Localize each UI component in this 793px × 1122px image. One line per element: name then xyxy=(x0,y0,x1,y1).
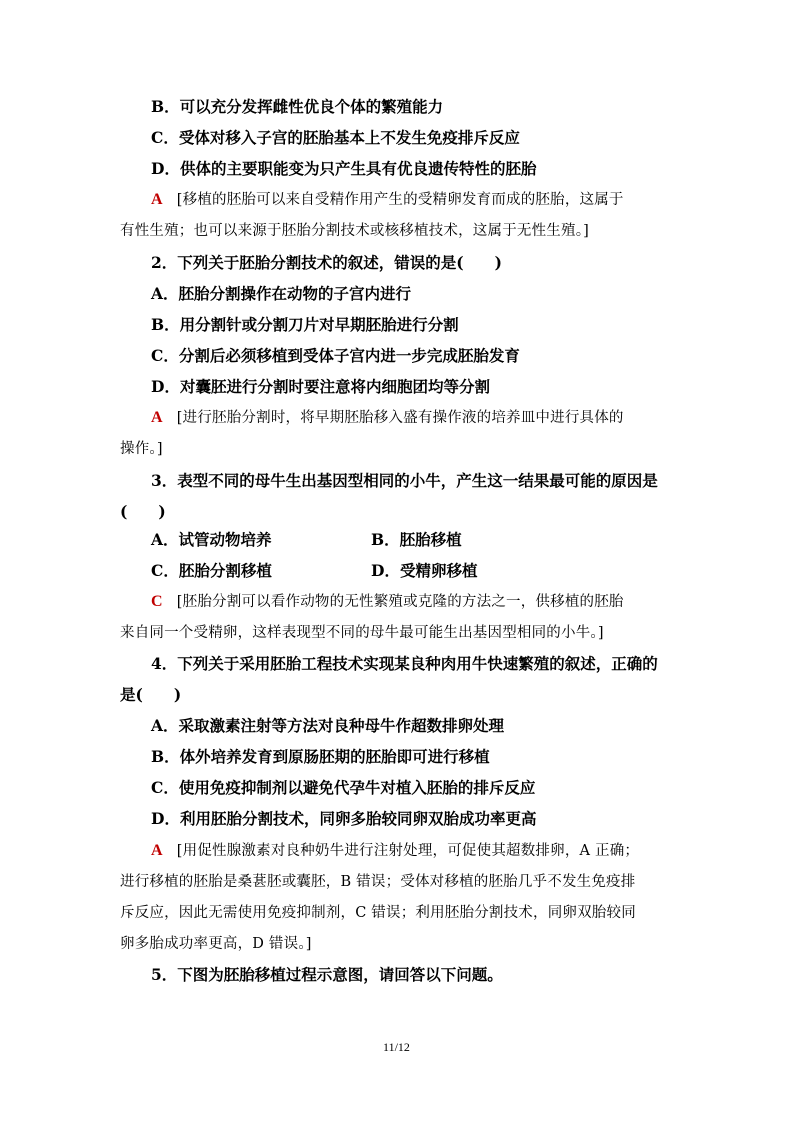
q2-answer-text-1: [进行胚胎分割时，将早期胚胎移入盛有操作液的培养皿中进行具体的 xyxy=(176,410,624,426)
q2-option-d: D．对囊胚进行分割时要注意将内细胞团均等分割 xyxy=(151,377,490,396)
q4-answer-line-4: 卵多胎成功率更高，D 错误。] xyxy=(120,936,312,952)
q2-answer-letter: A xyxy=(151,409,163,426)
q3-option-d: D．受精卵移植 xyxy=(371,561,478,580)
q2-answer-line-1 xyxy=(151,407,681,429)
q1-answer-line-1 xyxy=(151,189,681,211)
q4-answer-letter: A xyxy=(151,842,163,859)
q3-answer-line-1 xyxy=(151,591,681,613)
q4-option-d: D．利用胚胎分割技术，同卵多胎较同卵双胎成功率更高 xyxy=(151,809,537,828)
q4-option-b: B．体外培养发育到原肠胚期的胚胎即可进行移植 xyxy=(151,747,490,766)
q2-option-b: B．用分割针或分割刀片对早期胚胎进行分割 xyxy=(151,315,459,334)
q4-option-c: C．使用免疫抑制剂以避免代孕牛对植入胚胎的排斥反应 xyxy=(151,778,536,797)
q3-option-b: B．胚胎移植 xyxy=(371,530,462,549)
q2-option-a: A．胚胎分割操作在动物的子宫内进行 xyxy=(151,284,412,303)
q3-option-c: C．胚胎分割移植 xyxy=(151,561,272,580)
q3-stem-line-2: ( ) xyxy=(120,502,166,521)
q4-answer-text-1: [用促性腺激素对良种奶牛进行注射处理，可促使其超数排卵，A 正确； xyxy=(176,843,640,859)
q4-option-a: A．采取激素注射等方法对良种母牛作超数排卵处理 xyxy=(151,716,505,735)
q3-answer-letter: C xyxy=(151,593,163,610)
q3-option-a: A．试管动物培养 xyxy=(151,530,272,549)
q2-stem: 2．下列关于胚胎分割技术的叙述，错误的是( ) xyxy=(151,253,502,272)
q4-stem-line-1: 4．下列关于采用胚胎工程技术实现某良种肉用牛快速繁殖的叙述，正确的 xyxy=(151,654,658,673)
q4-answer-line-2: 进行移植的胚胎是桑葚胚或囊胚，B 错误；受体对移植的胚胎几乎不发生免疫排 xyxy=(120,874,636,890)
q1-option-b: B．可以充分发挥雌性优良个体的繁殖能力 xyxy=(151,97,444,116)
q3-answer-text-1: [胚胎分割可以看作动物的无性繁殖或克隆的方法之一，供移植的胚胎 xyxy=(176,594,624,610)
q1-answer-text-1: [移植的胚胎可以来自受精作用产生的受精卵发育而成的胚胎，这属于 xyxy=(176,192,624,208)
q1-answer-line-2: 有性生殖；也可以来源于胚胎分割技术或核移植技术，这属于无性生殖。] xyxy=(120,223,590,239)
q5-stem: 5．下图为胚胎移植过程示意图，请回答以下问题。 xyxy=(151,965,503,984)
q4-answer-line-3: 斥反应，因此无需使用免疫抑制剂，C 错误；利用胚胎分割技术，同卵双胎较同 xyxy=(120,905,636,921)
page-number: 11/12 xyxy=(383,1040,410,1054)
q1-option-d: D．供体的主要职能变为只产生具有优良遗传特性的胚胎 xyxy=(151,159,537,178)
q2-answer-line-2: 操作。] xyxy=(120,441,163,457)
q1-option-c: C．受体对移入子宫的胚胎基本上不发生免疫排斥反应 xyxy=(151,128,520,147)
q3-stem-line-1: 3．表型不同的母牛生出基因型相同的小牛，产生这一结果最可能的原因是 xyxy=(151,471,658,490)
q4-stem-line-2: 是( ) xyxy=(120,685,182,704)
q3-answer-line-2: 来自同一个受精卵，这样表现型不同的母牛最可能生出基因型相同的小牛。] xyxy=(120,625,604,641)
q2-option-c: C．分割后必须移植到受体子宫内进一步完成胚胎发育 xyxy=(151,346,520,365)
q4-answer-line-1 xyxy=(151,840,681,862)
q1-answer-letter: A xyxy=(151,191,163,208)
